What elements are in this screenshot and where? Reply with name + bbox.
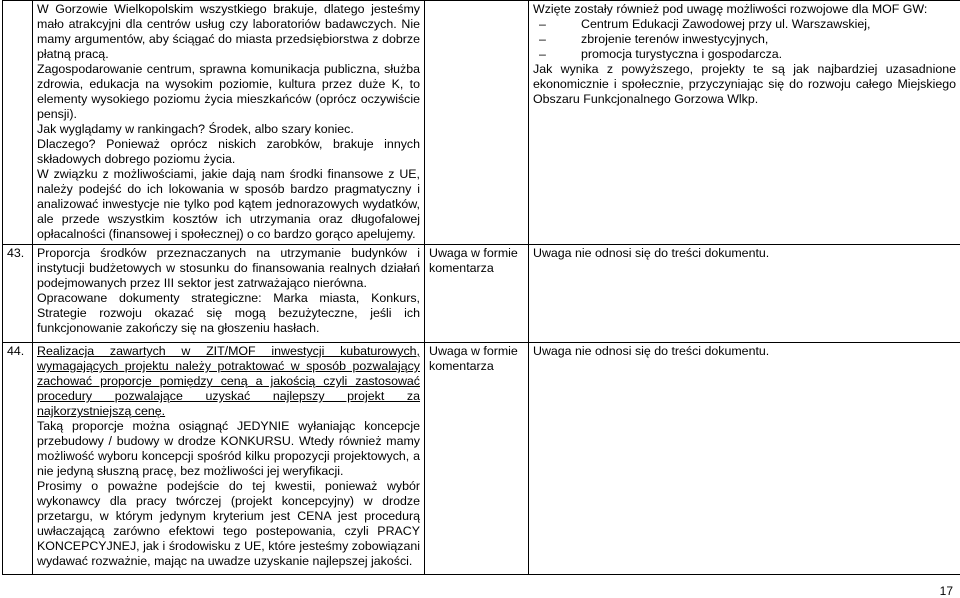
- remark-text: [33, 343, 425, 575]
- paragraph: Proporcja środków przeznaczanych na utrzymanie budynków i instytucji budżetowych w stosunku do finansowania realnych działań podejmowanych przez III sektor jest zatrważająco nierówna.: [37, 246, 420, 290]
- consultation-table: [2, 0, 960, 575]
- remark-reply: [529, 1, 960, 245]
- table-row: [3, 1, 960, 245]
- reply-outro: Jak wynika z powyższego, projekty te są jak najbardziej uzasadnione ekonomicznie i społecznie, przyczyniając się do rozwoju całego Miejskiego Obszaru Funkcjonalnego Gorzowa Wlkp.: [533, 62, 956, 106]
- row-number: 43.: [3, 245, 33, 343]
- row-number: [3, 1, 33, 245]
- table-row: [3, 245, 960, 343]
- remark-status: Uwaga w formie komentarza: [425, 343, 529, 575]
- remark-reply: Uwaga nie odnosi się do treści dokumentu.: [529, 343, 960, 575]
- paragraph: Taką proporcje można osiągnąć JEDYNIE wyłaniając koncepcje przebudowy / budowy w drodze KONKURSU. Wtedy również mamy możliwość wyboru koncepcji spośród kilku propozycji projektowych, a nie jedyną słuszną pracę, bez możliwości jej weryfikacji.: [37, 419, 420, 478]
- remark-text: [33, 1, 425, 245]
- remark-reply: Uwaga nie odnosi się do treści dokumentu.: [529, 245, 960, 343]
- paragraph: Dlaczego? Ponieważ oprócz niskich zarobków, brakuje innych składowych dobrego poziomu życia.: [37, 137, 420, 166]
- paragraph-underlined: Realizacja zawartych w ZIT/MOF inwestycji kubaturowych, wymagających projektu należy potraktować w sposób pozwalający zachować proporcje pomiędzy ceną a jakością czyli zastosować procedury pozwalające uzyskać najlepszy projekt za najkorzystniejszą cenę.: [37, 344, 420, 418]
- paragraph: W Gorzowie Wielkopolskim wszystkiego brakuje, dlatego jesteśmy mało atrakcyjni dla centrów usług czy laboratoriów badawczych. Nie mamy argumentów, aby ściągać do miasta przedsiębiorstwa z dobrze płatną pracą.: [37, 2, 420, 61]
- reply-list: [533, 17, 956, 62]
- list-item: – Centrum Edukacji Zawodowej przy ul. Warszawskiej,: [533, 17, 956, 32]
- row-number: 44.: [3, 343, 33, 575]
- page-number: 17: [939, 584, 953, 598]
- paragraph: Jak wyglądamy w rankingach? Środek, albo szary koniec.: [37, 122, 354, 136]
- paragraph: Zagospodarowanie centrum, sprawna komunikacja publiczna, służba zdrowia, edukacja na wysokim poziomie, kultura przez duże K, to elementy wysokiego poziomu życia mieszkańców (oprócz oczywiście pensji).: [37, 62, 420, 121]
- list-item: – zbrojenie terenów inwestycyjnych,: [533, 32, 956, 47]
- remark-status: [425, 1, 529, 245]
- paragraph: W związku z możliwościami, jakie dają nam środki finansowe z UE, należy podejść do ich lokowania w sposób bardzo pragmatyczny i analizować inwestycje nie tylko pod kątem jednorazowych wydatków, ale przede wszystkim kosztów ich utrzymania oraz długofalowej opłacalności (finansowej i społecznej) o co bardzo gorąco apelujemy.: [37, 167, 420, 241]
- paragraph: Opracowane dokumenty strategiczne: Marka miasta, Konkurs, Strategie rozwoju okazać się mogą bezużyteczne, jeśli ich funkcjonowanie zakończy się na głoszeniu hasłach.: [37, 291, 420, 335]
- remark-text: [33, 245, 425, 343]
- list-item: – promocja turystyczna i gospodarcza.: [533, 47, 956, 62]
- reply-intro: Wzięte zostały również pod uwagę możliwości rozwojowe dla MOF GW:: [533, 2, 928, 16]
- table-row: [3, 343, 960, 575]
- paragraph: Prosimy o poważne podejście do tej kwestii, ponieważ wybór wykonawcy dla pracy twórczej (projekt koncepcyjny) w drodze przetargu, w którym jedynym kryterium jest CENA jest procedurą uwłaczającą zarówno efektowi tego postepowania, czyli PRACY KONCEPCYJNEJ, jak i środowisku z UE, które jesteśmy zobowiązani wydawać rozważnie, mając na uwadze uzyskanie najlepszej jakości.: [37, 479, 420, 568]
- remark-status: Uwaga w formie komentarza: [425, 245, 529, 343]
